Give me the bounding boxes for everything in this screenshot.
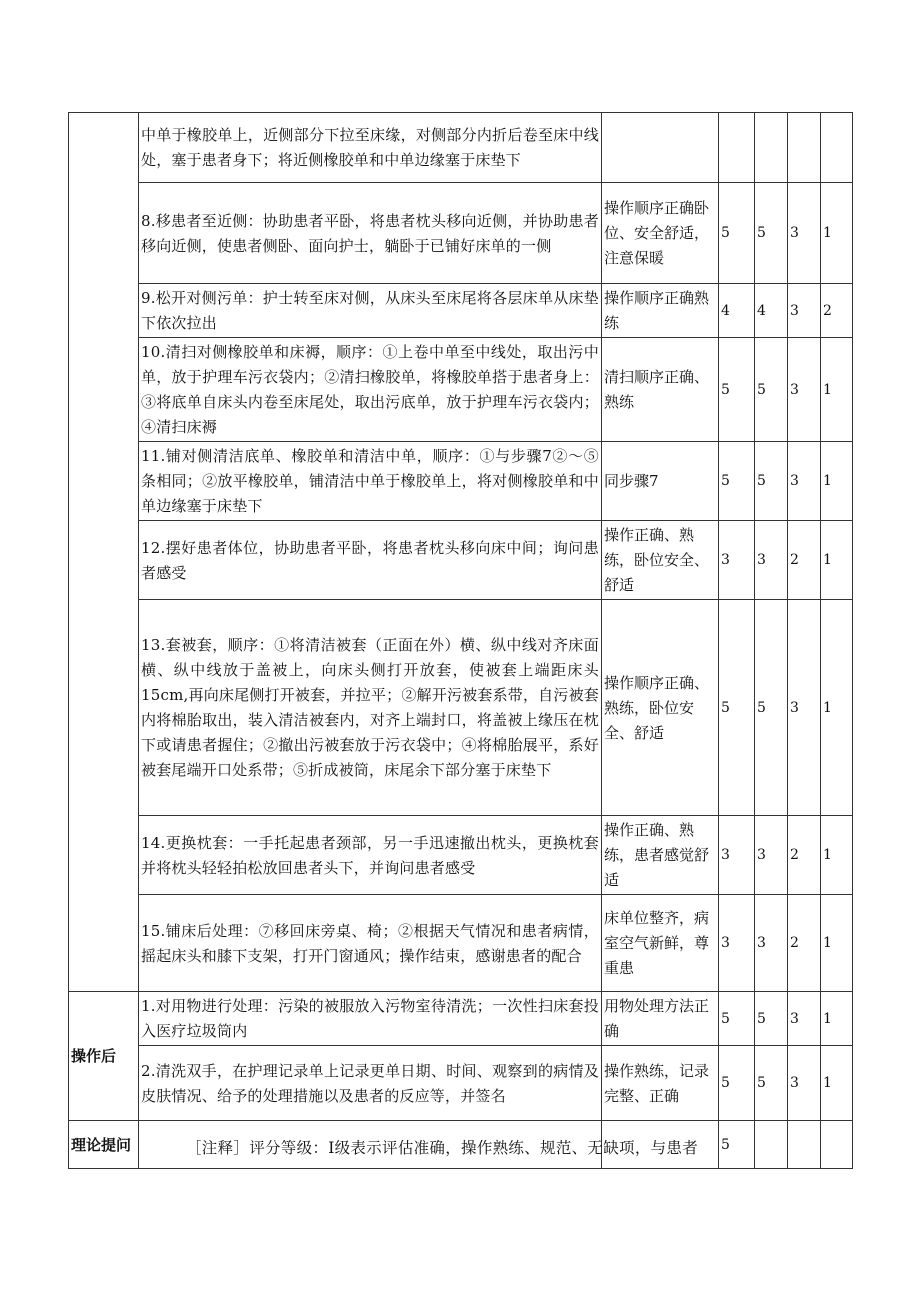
score-grade-4: 1 <box>821 992 853 1046</box>
score-grade-3: 3 <box>788 442 821 521</box>
standard-text <box>602 113 719 183</box>
table-row <box>69 521 853 600</box>
step-text: 中单于橡胶单上，近侧部分下拉至床缘，对侧部分内折后卷至床中线处，塞于患者身下；将近侧橡胶单和中单边缘塞于床垫下 <box>139 113 602 183</box>
section-label: 操作后 <box>69 992 139 1121</box>
step-text: 15.铺床后处理：⑦移回床旁桌、椅；②根据天气情况和患者病情，摇起床头和膝下支架，打开门窗通风；操作结束，感谢患者的配合 <box>139 895 602 992</box>
table-row <box>69 992 853 1046</box>
score-grade-3: 2 <box>788 816 821 895</box>
score-grade-4: 1 <box>821 183 853 284</box>
standard-text: 同步骤7 <box>602 442 719 521</box>
score-grade-4: 1 <box>821 895 853 992</box>
score-grade-4: 1 <box>821 816 853 895</box>
score-grade-2: 3 <box>755 895 788 992</box>
standard-text: 操作熟练，记录完整、正确 <box>602 1046 719 1121</box>
footnote: ［注释］评分等级：I级表示评估准确，操作熟练、规范、无缺项，与患者 <box>186 1139 699 1157</box>
score-grade-1: 5 <box>719 442 755 521</box>
step-text: 2.清洗双手，在护理记录单上记录更单日期、时间、观察到的病情及皮肤情况、给予的处理措施以及患者的反应等，并签名 <box>139 1046 602 1121</box>
score-grade-2: 5 <box>755 1046 788 1121</box>
table-row <box>69 284 853 338</box>
standard-text: 床单位整齐，病室空气新鲜，尊重患 <box>602 895 719 992</box>
score-grade-1 <box>719 113 755 183</box>
standard-text: 操作顺序正确卧位、安全舒适，注意保暖 <box>602 183 719 284</box>
score-grade-3: 3 <box>788 1046 821 1121</box>
standard-text: 操作顺序正确熟练 <box>602 284 719 338</box>
score-grade-2: 5 <box>755 183 788 284</box>
section-label: 理论提问 <box>69 1121 139 1169</box>
table-row <box>69 600 853 816</box>
score-grade-3 <box>788 113 821 183</box>
score-grade-4: 1 <box>821 1046 853 1121</box>
score-grade-4: 1 <box>821 600 853 816</box>
score-grade-3 <box>788 1121 821 1169</box>
score-grade-2: 4 <box>755 284 788 338</box>
score-grade-2: 5 <box>755 992 788 1046</box>
score-grade-1: 3 <box>719 816 755 895</box>
score-grade-1: 5 <box>719 992 755 1046</box>
score-grade-2: 5 <box>755 338 788 442</box>
score-grade-3: 3 <box>788 284 821 338</box>
score-grade-4: 2 <box>821 284 853 338</box>
score-grade-1: 5 <box>719 1121 755 1169</box>
standard-text: 操作正确、熟练，卧位安全、舒适 <box>602 521 719 600</box>
score-grade-2 <box>755 1121 788 1169</box>
table-row <box>69 338 853 442</box>
step-text: 11.铺对侧清洁底单、橡胶单和清洁中单，顺序：①与步骤7②～⑤条相同；②放平橡胶单，铺清洁中单于橡胶单上，将对侧橡胶单和中单边缘塞于床垫下 <box>139 442 602 521</box>
step-text: 8.移患者至近侧：协助患者平卧，将患者枕头移向近侧，并协助患者移向近侧，使患者侧卧、面向护士，躺卧于已铺好床单的一侧 <box>139 183 602 284</box>
step-text: 10.清扫对侧橡胶单和床褥，顺序：①上卷中单至中线处，取出污中单，放于护理车污衣袋内；②清扫橡胶单，将橡胶单搭于患者身上：③将底单自床头内卷至床尾处，取出污底单，放于护理车污衣袋内；④清扫床褥 <box>139 338 602 442</box>
score-grade-3: 2 <box>788 895 821 992</box>
score-grade-3: 3 <box>788 600 821 816</box>
standard-text: 操作正确、熟练，患者感觉舒适 <box>602 816 719 895</box>
step-text: 14.更换枕套：一手托起患者颈部，另一手迅速撤出枕头，更换枕套并将枕头轻轻拍松放回患者头下，并询问患者感受 <box>139 816 602 895</box>
score-grade-2: 3 <box>755 521 788 600</box>
score-grade-1: 5 <box>719 183 755 284</box>
section-cell <box>69 113 139 992</box>
score-grade-2: 5 <box>755 442 788 521</box>
score-grade-2: 3 <box>755 816 788 895</box>
score-grade-1: 3 <box>719 895 755 992</box>
score-grade-3: 3 <box>788 338 821 442</box>
step-text: 9.松开对侧污单：护士转至床对侧，从床头至床尾将各层床单从床垫下依次拉出 <box>139 284 602 338</box>
table-row <box>69 816 853 895</box>
score-grade-4: 1 <box>821 521 853 600</box>
score-grade-1: 5 <box>719 338 755 442</box>
score-grade-3: 3 <box>788 183 821 284</box>
score-grade-1: 3 <box>719 521 755 600</box>
standard-text: 操作顺序正确、熟练，卧位安全、舒适 <box>602 600 719 816</box>
table-row <box>69 442 853 521</box>
scoring-table <box>68 112 853 1169</box>
standard-text: 清扫顺序正确、熟练 <box>602 338 719 442</box>
table-row <box>69 1046 853 1121</box>
score-grade-3: 3 <box>788 992 821 1046</box>
score-grade-1: 5 <box>719 600 755 816</box>
score-grade-2: 5 <box>755 600 788 816</box>
table-row <box>69 895 853 992</box>
score-grade-1: 4 <box>719 284 755 338</box>
table-row <box>69 183 853 284</box>
score-grade-1: 5 <box>719 1046 755 1121</box>
score-grade-4: 1 <box>821 442 853 521</box>
score-grade-3: 2 <box>788 521 821 600</box>
step-text: 12.摆好患者体位，协助患者平卧，将患者枕头移向床中间；询问患者感受 <box>139 521 602 600</box>
standard-text: 用物处理方法正确 <box>602 992 719 1046</box>
score-grade-2 <box>755 113 788 183</box>
step-text: 13.套被套，顺序：①将清洁被套（正面在外）横、纵中线对齐床面横、纵中线放于盖被上，向床头侧打开放套，使被套上端距床头15cm,再向床尾侧打开被套，并拉平；②解开污被套系带，自污被套内将棉胎取出，装入清洁被套内，对齐上端封口，将盖被上缘压在枕下或请患者握住；②撤出污被套放于污衣袋中；④将棉胎展平，系好被套尾端开口处系带；⑤折成被筒，床尾余下部分塞于床垫下 <box>139 600 602 816</box>
score-grade-4: 1 <box>821 338 853 442</box>
score-grade-4 <box>821 1121 853 1169</box>
step-text: 1.对用物进行处理：污染的被服放入污物室待清洗；一次性扫床套投入医疗垃圾筒内 <box>139 992 602 1046</box>
score-grade-4 <box>821 113 853 183</box>
table-row <box>69 113 853 183</box>
